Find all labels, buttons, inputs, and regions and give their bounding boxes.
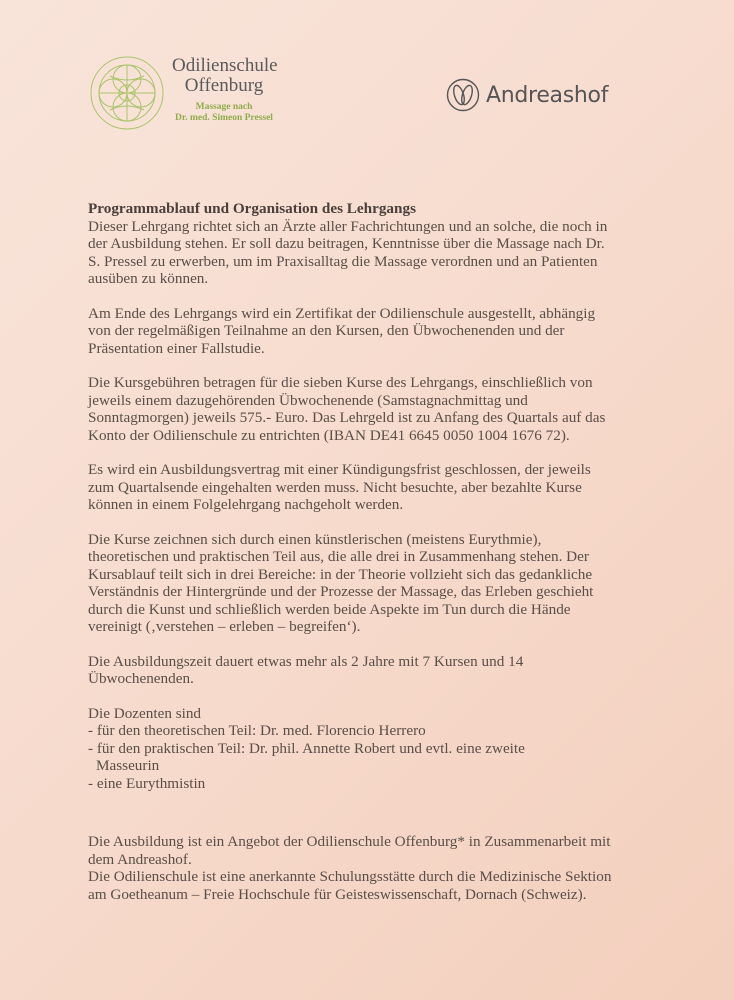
odilienschule-title-line2: Offenburg — [184, 75, 264, 96]
andreashof-emblem-icon — [446, 78, 480, 112]
lecturer-item-continued: Masseurin — [96, 757, 160, 774]
odilienschule-title-line1: Odilienschule — [172, 55, 278, 76]
paragraph-duration: Die Ausbildungszeit dauert etwas mehr als 2 Jahre mit 7 Kursen und 14 Übwochenenden. — [88, 652, 524, 687]
odilienschule-sub-line2: Dr. med. Simeon Pressel — [175, 113, 273, 123]
document-heading: Programmablauf und Organisation des Lehrgangs — [88, 200, 416, 217]
odilienschule-logo — [88, 52, 278, 132]
lecturers-intro: Die Dozenten sind — [88, 704, 202, 722]
lecturers-list — [88, 705, 618, 793]
paragraph-accreditation: Die Odilienschule ist eine anerkannte Schulungsstätte durch die Medizinische Sektion am Goetheanum – Freie Hochschule für Geisteswissenschaft, Dornach (Schweiz). — [88, 868, 612, 903]
andreashof-logo — [446, 78, 608, 112]
odilienschule-sub-line1: Massage nach — [195, 102, 253, 112]
paragraph-fees: Die Kursgebühren betragen für die sieben Kurse des Lehrgangs, einschließlich von jeweils einem dazugehörenden Übwochenende (Samstagnachmittag und Sonntagmorgen) jeweils 575.- Euro. Das Lehrgeld ist zu Anfang des Quartals auf das Konto der Odilienschule zu entrichten (IBAN DE41 6645 0050 1004 1676 72). — [88, 374, 606, 444]
lecturer-item: - eine Eurythmistin — [88, 774, 206, 792]
lecturer-item: - für den praktischen Teil: Dr. phil. Annette Robert und evtl. eine zweite — [88, 739, 525, 757]
paragraph-intro: Dieser Lehrgang richtet sich an Ärzte aller Fachrichtungen und an solche, die noch in der Ausbildung stehen. Er soll dazu beitragen, Kenntnisse über die Massage nach Dr. S. Pressel zu erwerben, um im Praxisalltag die Massage verordnen und an Patienten ausüben zu können. — [88, 217, 608, 287]
odilienschule-title — [172, 56, 276, 96]
paragraph-offer: Die Ausbildung ist ein Angebot der Odilienschule Offenburg* in Zusammenarbeit mit dem Andreashof. — [88, 833, 611, 868]
andreashof-name: Andreashof — [486, 82, 609, 108]
paragraph-contract: Es wird ein Ausbildungsvertrag mit einer Kündigungsfrist geschlossen, der jeweils zum Quartalsende eingehalten werden muss. Nicht besuchte, aber bezahlte Kurse können in einem Folgelehrgang nachgeholt werden. — [88, 461, 591, 513]
odilienschule-emblem-icon — [88, 54, 166, 132]
paragraph-certificate: Am Ende des Lehrgangs wird ein Zertifikat der Odilienschule ausgestellt, abhängig von der regelmäßigen Teilnahme an den Kursen, den Übwochenenden und der Präsentation einer Fallstudie. — [88, 304, 596, 357]
odilienschule-subtitle — [168, 102, 280, 124]
paragraph-course-structure: Die Kurse zeichnen sich durch einen künstlerischen (meistens Eurythmie), theoretischen und praktischen Teil aus, die alle drei in Zusammenhang stehen. Der Kursablauf teilt sich in drei Bereiche: in der Theorie vollzieht sich das gedankliche Verständnis der Hintergründe und der Prozesse der Massage, das Erleben geschieht durch die Kunst und schließlich werden beide Aspekte im Tun durch die Hände vereinigt (‚verstehen – erleben – begreifen‘). — [88, 530, 594, 635]
document-body — [88, 200, 618, 903]
lecturer-item: - für den theoretischen Teil: Dr. med. Florencio Herrero — [88, 722, 426, 739]
